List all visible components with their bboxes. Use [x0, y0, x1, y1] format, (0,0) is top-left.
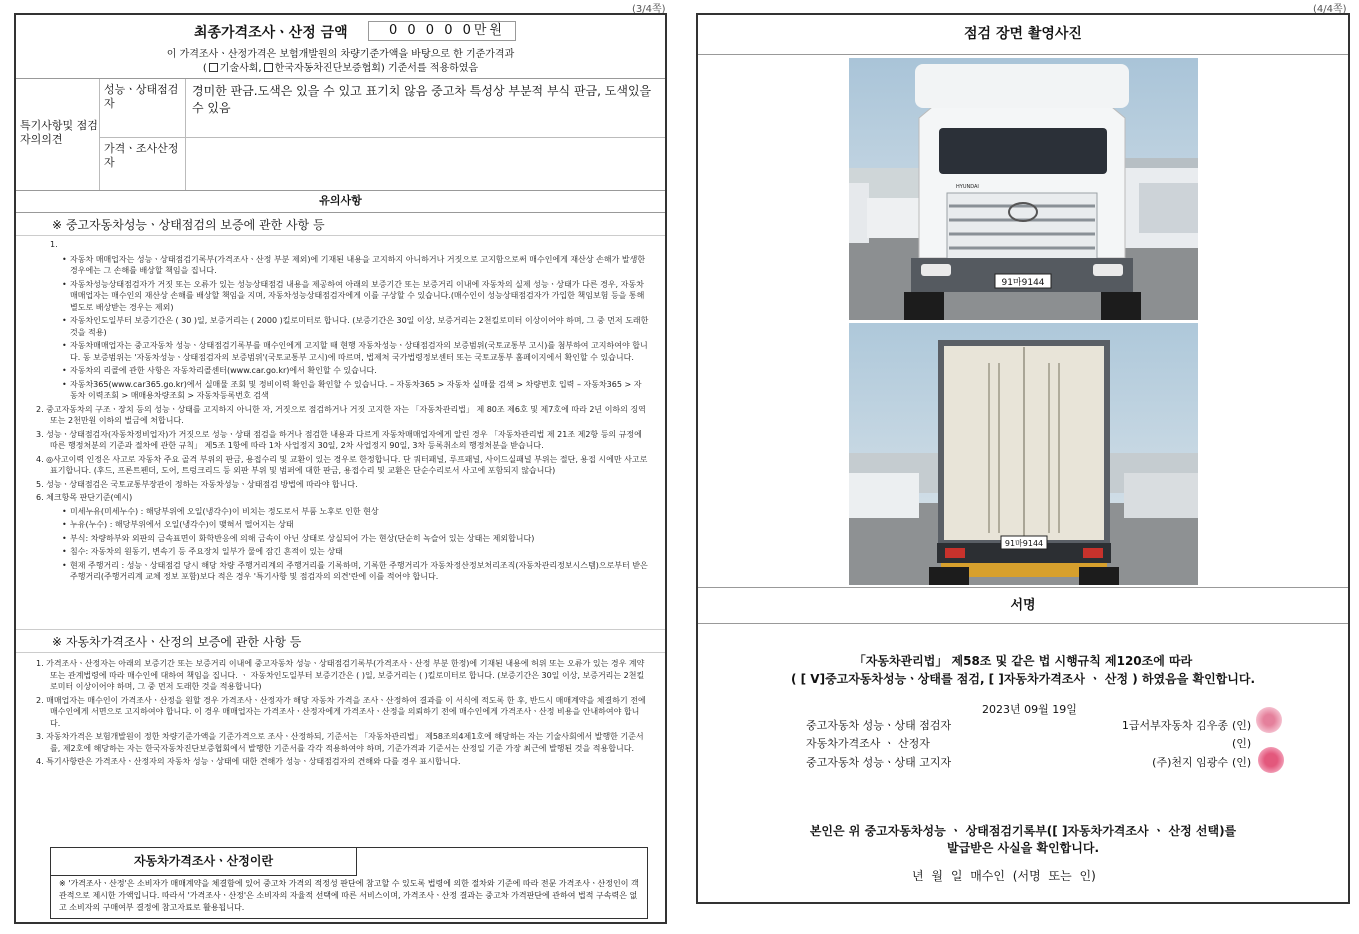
numbered-item: 2. 중고자동차의 구조ㆍ장치 등의 성능ㆍ상태를 고지하지 아니한 자, 거짓으로 점검하거나 거짓 고지한 자는 「자동차관리법」 제 80조 제6호 및 제7호에 따라 2년 이하의 징역 또는 2천만원 이하의 벌금에 처합니다.	[36, 404, 646, 425]
bullet-item: • 자동차인도일부터 보증기간은 ( 30 )일, 보증거리는 ( 2000 )킬로미터로 합니다. (보증기간은 30일 이상, 보증거리는 2천킬로미터 이상이어야 하며, 그 중 먼저 도래한 것을 적용)	[36, 315, 649, 338]
price-warranty-heading: ※ 자동차가격조사ㆍ산정의 보증에 관한 사항 등	[16, 630, 665, 653]
photo-section	[698, 55, 1348, 588]
confirmation-line-2: 발급받은 사실을 확인합니다.	[946, 841, 1100, 855]
bullet-item: • 자동차매매업자는 중고자동차 성능ㆍ상태점검기록부를 매수인에게 고지할 때 현행 자동차성능ㆍ상태점검자의 보증범위(국토교통부 고시)를 첨부하여 고지하여야 합니다. 동 보증범위는 '자동차성능ㆍ상태점검자의 보증범위'(국토교통부 고시)에 따르며, 법제처 국가법령정보센터 또는 국토교통부 홈페이지에서 확인할 수 있습니다.	[36, 340, 649, 363]
inspection-warranty-section	[16, 213, 665, 630]
criteria-item: • 누유(누수) : 해당부위에서 오일(냉각수)이 맺혀서 떨어지는 상태	[36, 519, 649, 531]
item-1-number: 1.	[50, 240, 58, 249]
numbered-item: 4. 특기사항란은 가격조사ㆍ산정자의 자동차 성능ㆍ상태에 대한 견해가 성능ㆍ상태점검자의 견해와 다를 경우 표시합니다.	[36, 757, 461, 766]
truck-front-photo	[849, 58, 1198, 320]
appraiser-label: 가격ㆍ조사산정자	[100, 138, 186, 190]
declaration-line-1: 「자동차관리법」 제58조 및 같은 법 시행규칙 제120조에 따라	[853, 654, 1193, 668]
checkbox-kaida[interactable]	[264, 63, 273, 72]
numbered-item: 4. ◎사고이력 인정은 사고로 자동차 주요 골격 부위의 판금, 용접수리 및 교환이 있는 경우로 한정합니다. 단 쿼터패널, 루프패널, 사이드실패널 부위는 절단, 용접 시에만 사고로 표기합니다. (후드, 프론트펜더, 도어, 트렁크리드 등 외판 부위 및 범퍼에 대한 판금, 용접수리 및 교환은 단순수리로서 사고에 포함되지 않습니다)	[36, 454, 648, 475]
price-appraisal-definition-text: ※ '가격조사ㆍ산정'은 소비자가 매매계약을 체결함에 있어 중고차 가격의 적정성 판단에 참고할 수 있도록 법령에 의한 절차와 기준에 따라 전문 가격조사ㆍ산정인이 객관적으로 제시한 가액입니다. 따라서 '가격조사ㆍ산정'은 소비자의 자율적 선택에 따른 서비스이며, 가격조사ㆍ산정 결과는 중고차 가격판단에 관하여 법적 구속력은 없고 소비자의 구매여부 결정에 참고자료로 활용됩니다.	[59, 879, 639, 912]
bullet-item: • 자동차 매매업자는 성능ㆍ상태점검기록부(가격조사ㆍ산정 부분 제외)에 기재된 내용을 고지하지 아니하거나 거짓으로 고지함으로써 매수인에게 재산상 손해가 발생한 경우에는 그 손해를 배상할 책임을 집니다.	[36, 254, 649, 277]
numbered-item: 5. 성능ㆍ상태점검은 국토교통부장관이 정하는 자동차성능ㆍ상태점검 방법에 따라야 합니다.	[36, 479, 358, 489]
numbered-item: 6. 체크항목 판단기준(예시)	[36, 493, 133, 502]
checkbox-engineers[interactable]	[209, 63, 218, 72]
signer-role-appraiser: 자동차가격조사 ㆍ 산정자	[806, 737, 930, 750]
opinion-label: 특기사항및 점검자의의견	[16, 79, 100, 190]
inspection-warranty-heading: ※ 중고자동차성능ㆍ상태점검의 보증에 관한 사항 등	[16, 213, 665, 236]
notifier-seal-icon	[1258, 747, 1284, 773]
photo-section-title: 점검 장면 촬영사진	[698, 15, 1348, 55]
notice-title: 유의사항	[16, 191, 665, 213]
declaration-line-2: ( [ V]중고자동차성능ㆍ상태를 점검, [ ]자동차가격조사 ㆍ 산정 ) 하였음을 확인합니다.	[790, 672, 1256, 686]
bullet-item: • 자동차성능상태점검자가 거짓 또는 오류가 있는 성능상태점검 내용을 제공하여 아래의 보증기간 또는 보증거리 이내에 자동차의 실제 성능ㆍ상태가 다른 경우, 자동차매매업자는 매수인의 재산상 손해를 배상할 책임을 지며, 자동차성능상태점검자에게 이를 구상할 수 있습니다.(매수인이 성능상태점검자가 가입한 책임보험 등을 통해 별도로 배상받는 경우는 제외)	[36, 279, 649, 314]
front-plate-text: 91마9144	[1001, 278, 1045, 288]
seal-mark-notifier: (인)	[1232, 756, 1252, 769]
front-brand-text: HYUNDAI	[956, 184, 979, 190]
inspector-opinion: 경미한 판금.도색은 있을 수 있고 표기치 않음 중고차 특성상 부분적 부식 판금, 도색있을 수 있음	[186, 79, 665, 138]
criteria-item: • 침수: 자동차의 원동기, 변속기 등 주요장치 일부가 물에 잠긴 흔적이 있는 상태	[36, 546, 649, 558]
opinion-table	[16, 79, 665, 191]
numbered-item: 2. 매매업자는 매수인이 가격조사ㆍ산정을 원할 경우 가격조사ㆍ산정자가 해당 자동차 가격을 조사ㆍ산정하여 결과를 이 서식에 적도록 한 후, 반드시 매매계약을 체결하기 전에 매수인에게 서면으로 고지하여야 합니다. 이 경우 매매업자는 가격조사ㆍ산정자에게 가격조사ㆍ산정을 의뢰하기 전에 매수인에게 가격조사ㆍ산정 비용을 안내하여야 합니다.	[36, 695, 646, 728]
rear-plate-text: 91마9144	[1004, 539, 1044, 548]
inspector-label: 성능ㆍ상태점검자	[100, 79, 186, 138]
signature-section-title: 서명	[698, 588, 1348, 624]
buyer-signature-line: 년 월 일 매수인 (서명 또는 인)	[912, 869, 1096, 883]
final-price-title: 최종가격조사ㆍ산정 금액	[194, 25, 348, 41]
signer-role-notifier: 중고자동차 성능ㆍ상태 고지자	[806, 756, 952, 769]
issuance-confirmation	[698, 823, 1348, 857]
inspector-seal-icon	[1256, 707, 1282, 733]
signer-name-notifier: (주)천지 임광수	[1152, 756, 1228, 769]
final-price-amount: 0 0 0 0 0만원	[368, 21, 516, 41]
final-price-header	[16, 15, 665, 79]
declaration	[698, 652, 1348, 688]
truck-rear-photo	[849, 323, 1198, 585]
page-number-right: (4/4쪽)	[1313, 4, 1347, 15]
numbered-item: 3. 성능ㆍ상태점검자(자동차정비업자)가 거짓으로 성능ㆍ상태 점검을 하거나 점검한 내용과 다르게 자동차매매업자에게 알린 경우 「자동차관리법 제 21조 제2항 등의 규정에 따른 행정처분의 기준과 절차에 관한 규칙」 제5조 1항에 따라 1차 사업정지 30일, 2차 사업정지 90일, 3차 등록취소의 행정처분을 받습니다.	[36, 429, 642, 450]
criteria-item: • 현재 주행거리 : 성능ㆍ상태점검 당시 해당 차량 주행거리계의 주행거리를 기록하며, 기록한 주행거리가 자동차정산정보처리조직(자동차관리정보시스템)으로부터 받은 주행거리(주행거리계 교체 정보 포함)보다 적은 경우 '특기사항 및 점검자의 의견'란에 이를 적어야 합니다.	[36, 560, 649, 583]
signer-role-inspector: 중고자동차 성능ㆍ상태 점검자	[806, 719, 952, 732]
price-appraisal-definition-box	[50, 847, 648, 919]
numbered-item: 3. 자동차가격은 보험개발원이 정한 차량기준가액을 기준가격으로 조사ㆍ산정하되, 기준서는 「자동차관리법」 제58조의4제1호에 해당하는 자는 기술사회에서 발행한 기준서를, 제2호에 해당하는 자는 한국자동차진단보증협회에서 발행한 기준서를 각각 적용하여야 하며, 기준가격과 기준서는 산정일 기준 가장 최근에 발행된 것을 적용합니다.	[36, 732, 644, 753]
bullet-item: • 자동차의 리콜에 관한 사항은 자동차리콜센터(www.car.go.kr)에서 확인할 수 있습니다.	[36, 365, 649, 377]
right-page	[696, 13, 1350, 904]
price-warranty-section	[16, 630, 665, 775]
seal-mark-appraiser: (인)	[1232, 737, 1252, 750]
criteria-item: • 부식: 차량하부와 외판의 금속표면이 화학반응에 의해 금속이 아닌 상태로 상실되어 가는 현상(단순히 녹슬어 있는 상태는 제외합니다)	[36, 533, 649, 545]
criteria-item: • 미세누유(미세누수) : 해당부위에 오일(냉각수)이 비치는 정도로서 부품 노후로 인한 현상	[36, 506, 649, 518]
seal-mark-inspector: (인)	[1232, 719, 1252, 732]
final-price-note: 이 가격조사ㆍ산정가격은 보험개발원의 차량기준가액을 바탕으로 한 기준가격과	[166, 49, 515, 60]
final-price-standard: ( 기술사회, 한국자동차진단보증협회) 기준서를 적용하였음	[202, 63, 479, 74]
bullet-item: • 자동차365(www.car365.go.kr)에서 실매물 조회 및 정비이력 확인을 확인할 수 있습니다. – 자동차365 > 자동차 실매물 검색 > 차량번호 입력 – 자동차365 > 자동차 이력조회 > 매매용차량조회 > 자동차등록번호 검색	[36, 379, 649, 402]
sign-date: 2023년 09월 19일	[982, 703, 1077, 716]
confirmation-line-1: 본인은 위 중고자동차성능 ㆍ 상태점검기록부([ ]자동차가격조사 ㆍ 산정 선택)를	[809, 824, 1237, 838]
left-page	[14, 13, 667, 924]
numbered-item: 1. 가격조사ㆍ산정자는 아래의 보증기간 또는 보증거리 이내에 중고자동차 성능ㆍ상태점검기록부(가격조사ㆍ산정 부분 한정)에 기재된 내용에 허위 또는 오류가 있는 경우 계약 또는 관계법령에 따라 매수인에 대하여 책임을 집니다. ㆍ 자동차인도일부터 보증기간은 ( )일, 보증거리는 ( )킬로미터로 합니다. (보증기간은 30일 이상, 보증거리는 2천킬로미터 이상이어야 하며, 그 중 먼저 도래한 것을 적용합니다)	[36, 659, 645, 691]
page-number-left: (3/4쪽)	[632, 4, 666, 15]
price-appraisal-definition-title: 자동차가격조사ㆍ산정이란	[51, 848, 357, 876]
appraiser-opinion	[186, 138, 665, 190]
signer-name-inspector: 1급서부자동차 김우종	[1121, 719, 1228, 732]
